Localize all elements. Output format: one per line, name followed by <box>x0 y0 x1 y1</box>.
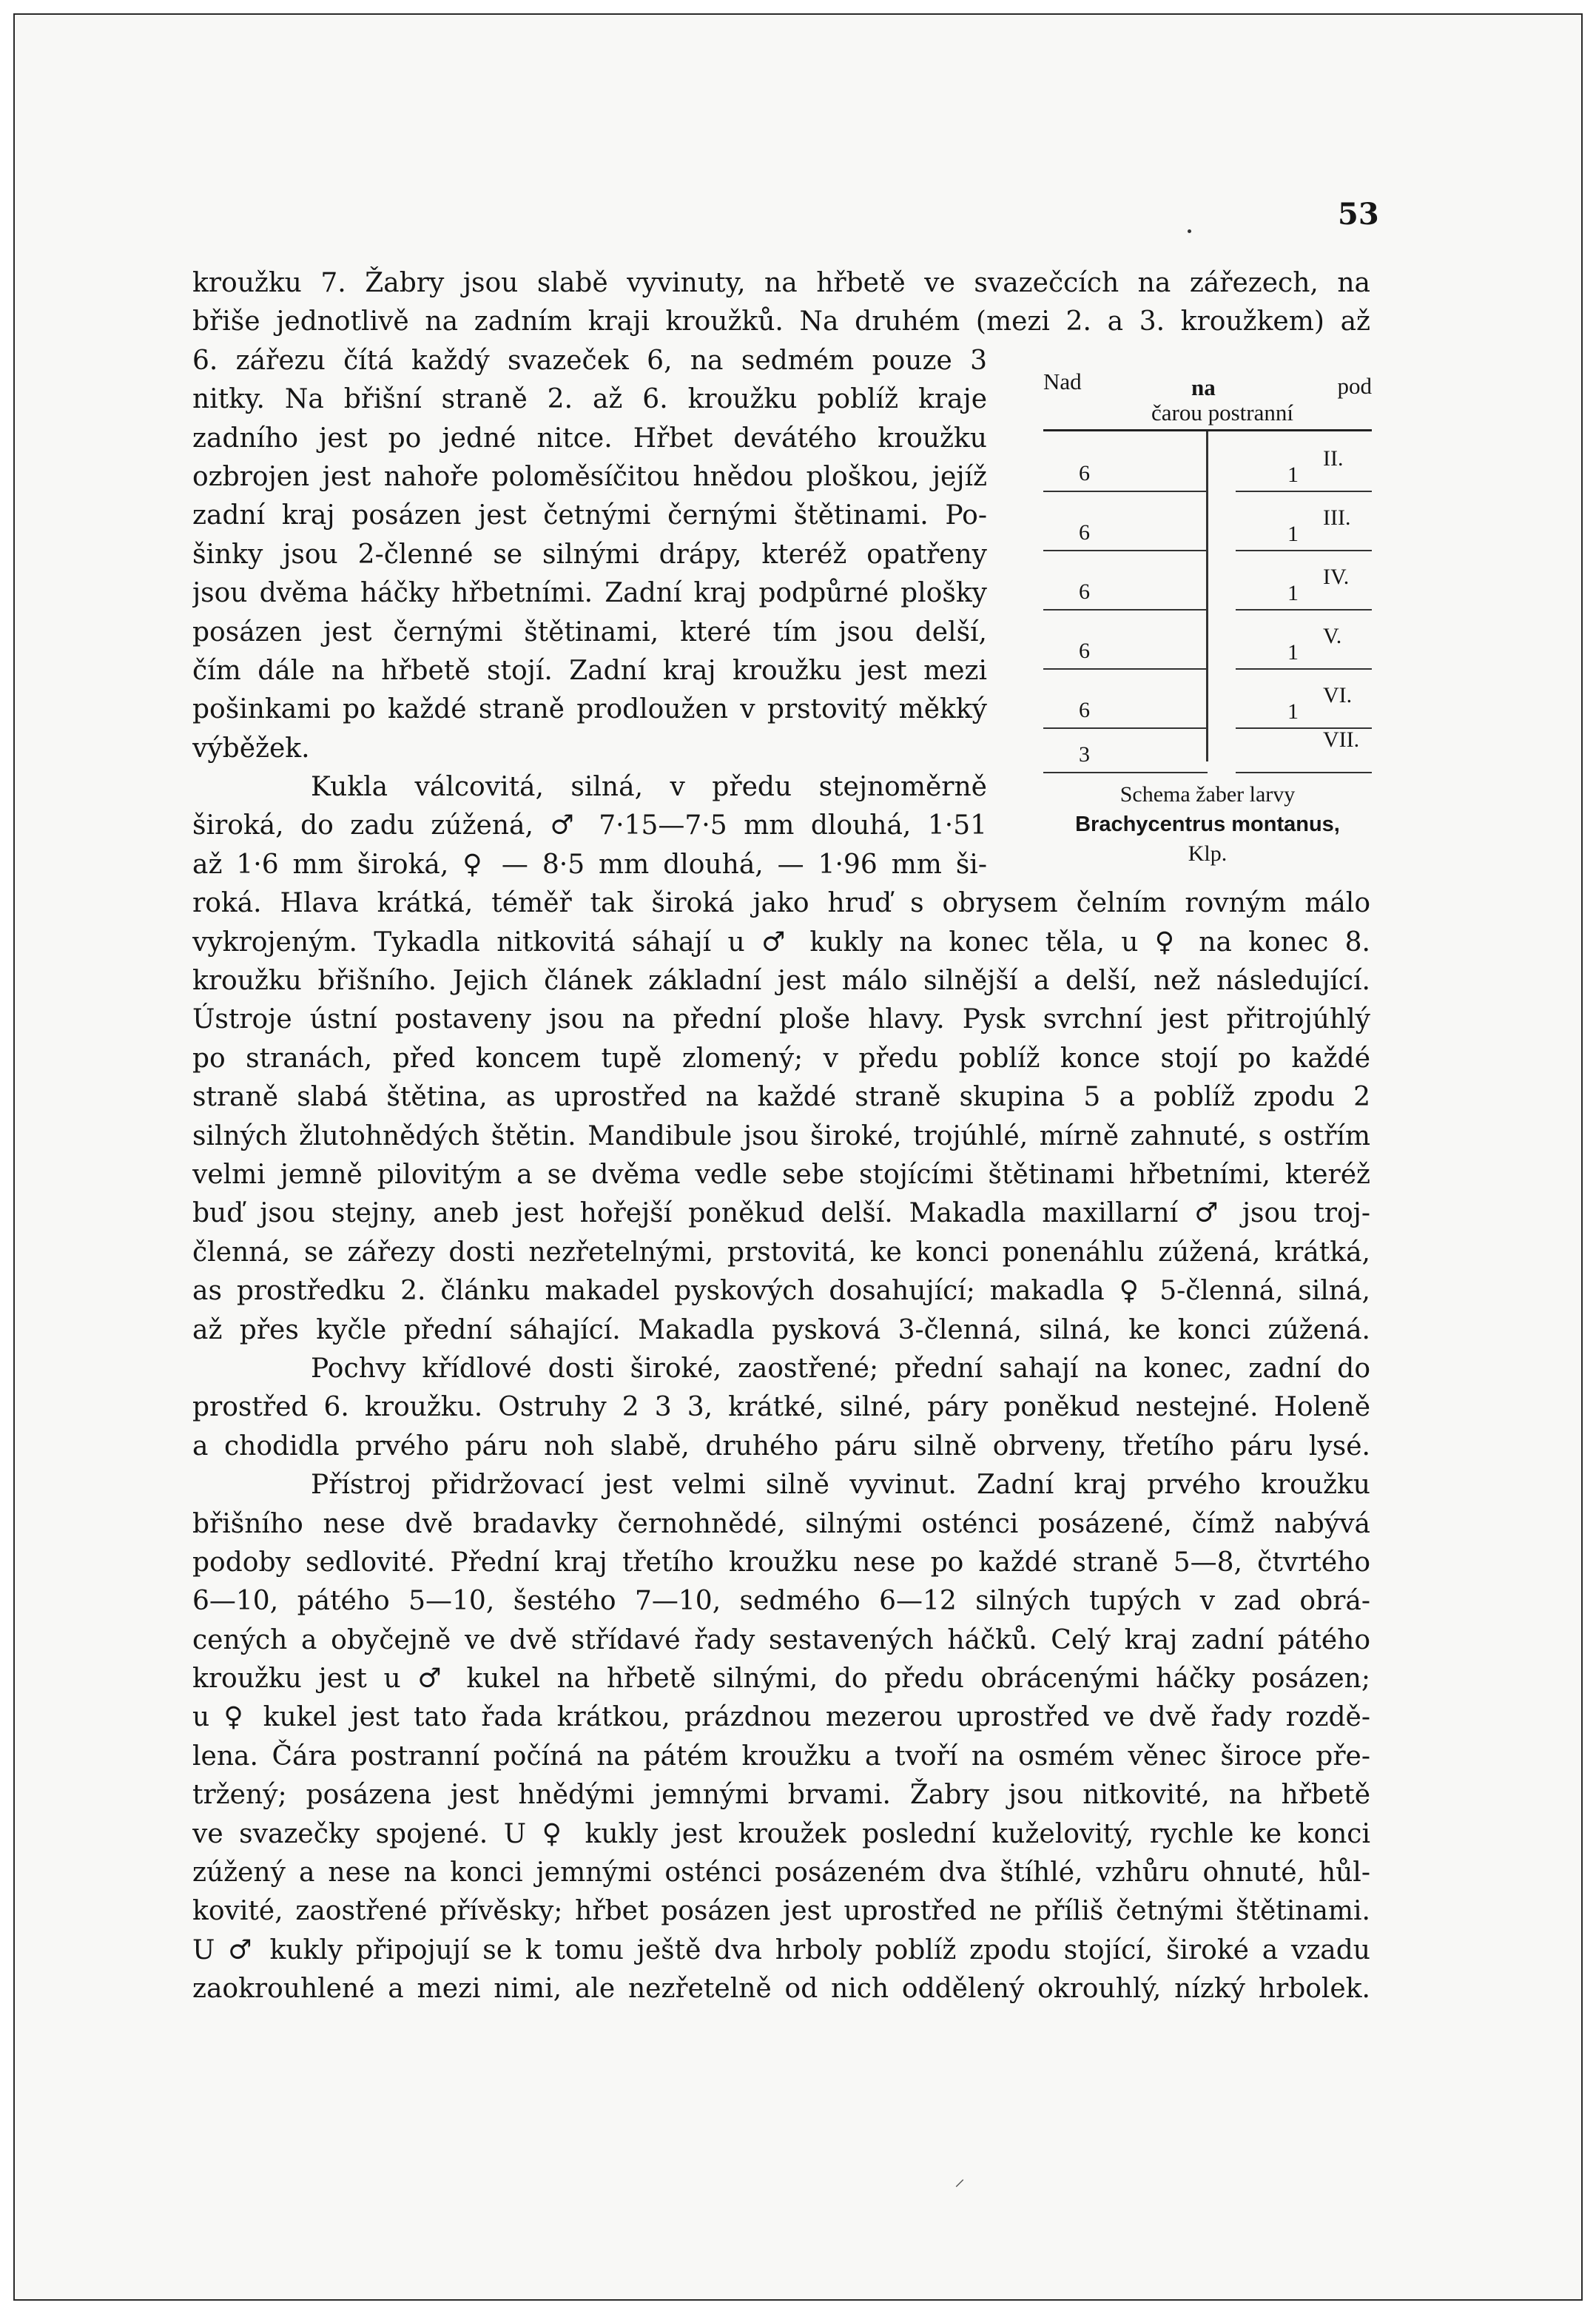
text-line: as prostředku 2. článku makadel pyskových dosahující; makadla ♀ 5-členná, silná, <box>192 1276 1370 1307</box>
segment-label: IV. <box>1323 565 1350 589</box>
segment-label: VII. <box>1323 727 1360 752</box>
gill-count-below: 1 <box>1287 463 1299 487</box>
text-line: lena. Čára postranní počíná na pátém kroužku a tvoří na osmém věnec široce pře- <box>192 1740 1370 1772</box>
text-line: buď jsou stejny, aneb jest hořejší poněkud delší. Makadla maxillarní ♂ jsou troj- <box>192 1198 1370 1229</box>
text-line: nitky. Na břišní straně 2. až 6. kroužku poblíž kraje <box>192 384 987 415</box>
ink-speck <box>1188 229 1191 233</box>
caption-author: Klp. <box>1188 841 1228 866</box>
text-line: členná, se zářezy dosti nezřetelnými, prstovitá, ke konci ponenáhlu zúžená, krátká, <box>192 1237 1370 1268</box>
text-line: výběžek. <box>192 733 310 764</box>
text-line: vykrojeným. Tykadla nitkovitá sáhají u ♂ kukly na konec těla, u ♀ na konec 8. <box>192 926 1370 958</box>
text-line: straně slabá štětina, as uprostřed na každé straně skupina 5 a poblíž zpodu 2 <box>192 1082 1370 1113</box>
text-line: kroužku břišního. Jejich článek základní jest málo silnější a delší, než následující. <box>192 966 1370 997</box>
text-line: kroužku jest u ♂ kukel na hřbetě silnými, do předu obrácenými háčky posázen; <box>192 1664 1370 1695</box>
text-line-kukla: Kukla válcovitá, silná, v předu stejnoměrně <box>311 772 987 803</box>
header-pod: pod <box>1337 373 1372 399</box>
text-line: roká. Hlava krátká, téměř tak široká jako hruď s obrysem čelním rovným málo <box>192 888 1370 919</box>
figure-row <box>1043 491 1372 550</box>
gill-count-below: 1 <box>1287 640 1299 665</box>
gill-count-above: 3 <box>1079 742 1090 767</box>
figure-row <box>1043 713 1372 772</box>
text-line: silných žlutohnědých štětin. Mandibule jsou široké, trojúhlé, mírně zahnuté, s ostřím <box>192 1120 1370 1151</box>
text-line: až 1·6 mm široká, ♀ — 8·5 mm dlouhá, — 1·96 mm ši- <box>192 849 987 880</box>
gill-count-below: 1 <box>1287 581 1299 605</box>
row-divider <box>1236 772 1372 773</box>
gill-count-above: 6 <box>1079 461 1090 485</box>
gill-count-below: 1 <box>1287 522 1299 546</box>
text-line: zúžený a nese na konci jemnými osténci posázeném dva štíhlé, vzhůru ohnuté, hůl- <box>192 1857 1370 1888</box>
text-line: u ♀ kukel jest tato řada krátkou, prázdnou mezerou uprostřed ve dvě řady rozdě- <box>192 1702 1370 1733</box>
text-line: až přes kyčle přední sáhající. Makadla pysková 3-členná, silná, ke konci zúžená. <box>192 1314 1370 1345</box>
text-line: ve svazečky spojené. U ♀ kukly jest kroužek poslední kuželovitý, rychle ke konci <box>192 1818 1370 1849</box>
caption-species: Brachycentrus montanus, <box>1075 813 1340 836</box>
text-line: 6—10, pátého 5—10, šestého 7—10, sedmého 6—12 silných tupých v zad obrá- <box>192 1586 1370 1617</box>
gill-schema-figure <box>1043 355 1372 866</box>
text-line: zaokrouhlené a mezi nimi, ale nezřetelně od nich oddělený okrouhlý, nízký hrbolek. <box>192 1974 1370 2005</box>
text-line: břišního nese dvě bradavky černohnědé, silnými osténci posázené, čímž nabývá <box>192 1508 1370 1539</box>
text-line: šinky jsou 2-členné se silnými drápy, kteréž opatřeny <box>192 539 987 570</box>
text-line: pošinkami po každé straně prodloužen v prstovitý měkký <box>192 694 987 725</box>
stray-mark: ⸍ <box>954 2175 966 2199</box>
text-line: kroužku 7. Žabry jsou slabě vyvinuty, na hřbetě ve svazečcích na zářezech, na <box>192 268 1370 298</box>
text-line: ozbrojen jest nahoře poloměsíčitou hnědou ploškou, jejíž <box>192 461 987 492</box>
text-line: cených a obyčejně ve dvě střídavé řady sestavených háčků. Celý kraj zadní pátého <box>192 1624 1370 1655</box>
text-line: a chodidla prvého páru noh slabě, druhého páru silně obrveny, třetího páru lysé. <box>192 1430 1370 1462</box>
figure-row <box>1043 550 1372 609</box>
text-line: 6. zářezu čítá každý svazeček 6, na sedmém pouze 3 <box>192 345 987 376</box>
text-line: po stranách, před koncem tupě zlomený; v předu poblíž konce stojí po každé <box>192 1043 1370 1074</box>
gill-count-above: 6 <box>1079 639 1090 663</box>
figure-row <box>1043 431 1372 491</box>
segment-label: III. <box>1323 505 1351 530</box>
text-line: podoby sedlovité. Přední kraj třetího kroužku nese po každé straně 5—8, čtvrtého <box>192 1547 1370 1578</box>
text-line: čím dále na hřbetě stojí. Zadní kraj kroužku jest mezi <box>192 655 987 686</box>
text-line: U ♂ kukly připojují se k tomu ještě dva hrboly poblíž zpodu stojící, široké a vzadu <box>192 1934 1370 1965</box>
text-line: prostřed 6. kroužku. Ostruhy 2 3 3, krátké, silné, páry poněkud nestejné. Holeně <box>192 1392 1370 1423</box>
segment-label: V. <box>1323 624 1342 648</box>
gill-count-above: 6 <box>1079 579 1090 604</box>
text-line: velmi jemně pilovitým a se dvěma vedle sebe stojícími štětinami hřbetními, kteréž <box>192 1159 1370 1190</box>
header-carou: čarou postranní <box>1151 400 1293 426</box>
text-line: Pochvy křídlové dosti široké, zaostřené; přední sahají na konec, zadní do <box>311 1353 1370 1384</box>
segment-label: II. <box>1323 446 1344 471</box>
text-line: zadního jest po jedné nitce. Hřbet devátého kroužku <box>192 423 987 454</box>
text-line: kovité, zaostřené přívěsky; hřbet posázen jest uprostřed ne příliš četnými štětinami. <box>192 1896 1370 1927</box>
segment-label: VI. <box>1323 683 1353 707</box>
gill-count-above: 6 <box>1079 520 1090 545</box>
figure-caption <box>1043 780 1372 869</box>
text-line: břiše jednotlivě na zadním kraji kroužků. Na druhém (mezi 2. a 3. kroužkem) až <box>192 306 1370 337</box>
row-divider <box>1043 772 1208 773</box>
text-line: zadní kraj posázen jest četnými černými štětinami. Po- <box>192 500 987 531</box>
text-line: jsou dvěma háčky hřbetními. Zadní kraj podpůrné plošky <box>192 578 987 609</box>
page-number: 53 <box>1338 197 1379 232</box>
text-line: Ústroje ústní postaveny jsou na přední ploše hlavy. Pysk svrchní jest přitrojúhlý <box>192 1004 1370 1035</box>
gill-count-below: 1 <box>1287 699 1299 724</box>
caption-title: Schema žaber larvy <box>1119 782 1296 807</box>
text-line: Přístroj přidržovací jest velmi silně vyvinut. Zadní kraj prvého kroužku <box>311 1470 1370 1501</box>
gill-count-above: 6 <box>1079 698 1090 722</box>
header-na: na <box>1191 374 1216 400</box>
text-line: široká, do zadu zúžená, ♂ 7·15—7·5 mm dlouhá, 1·51 <box>192 810 987 841</box>
figure-header <box>1043 355 1372 428</box>
text-line: tržený; posázena jest hnědými jemnými brvami. Žabry jsou nitkovité, na hřbetě <box>192 1780 1370 1811</box>
figure-row <box>1043 609 1372 668</box>
text-line: posázen jest černými štětinami, které tím jsou delší, <box>192 616 987 648</box>
header-nad: Nad <box>1043 369 1082 394</box>
